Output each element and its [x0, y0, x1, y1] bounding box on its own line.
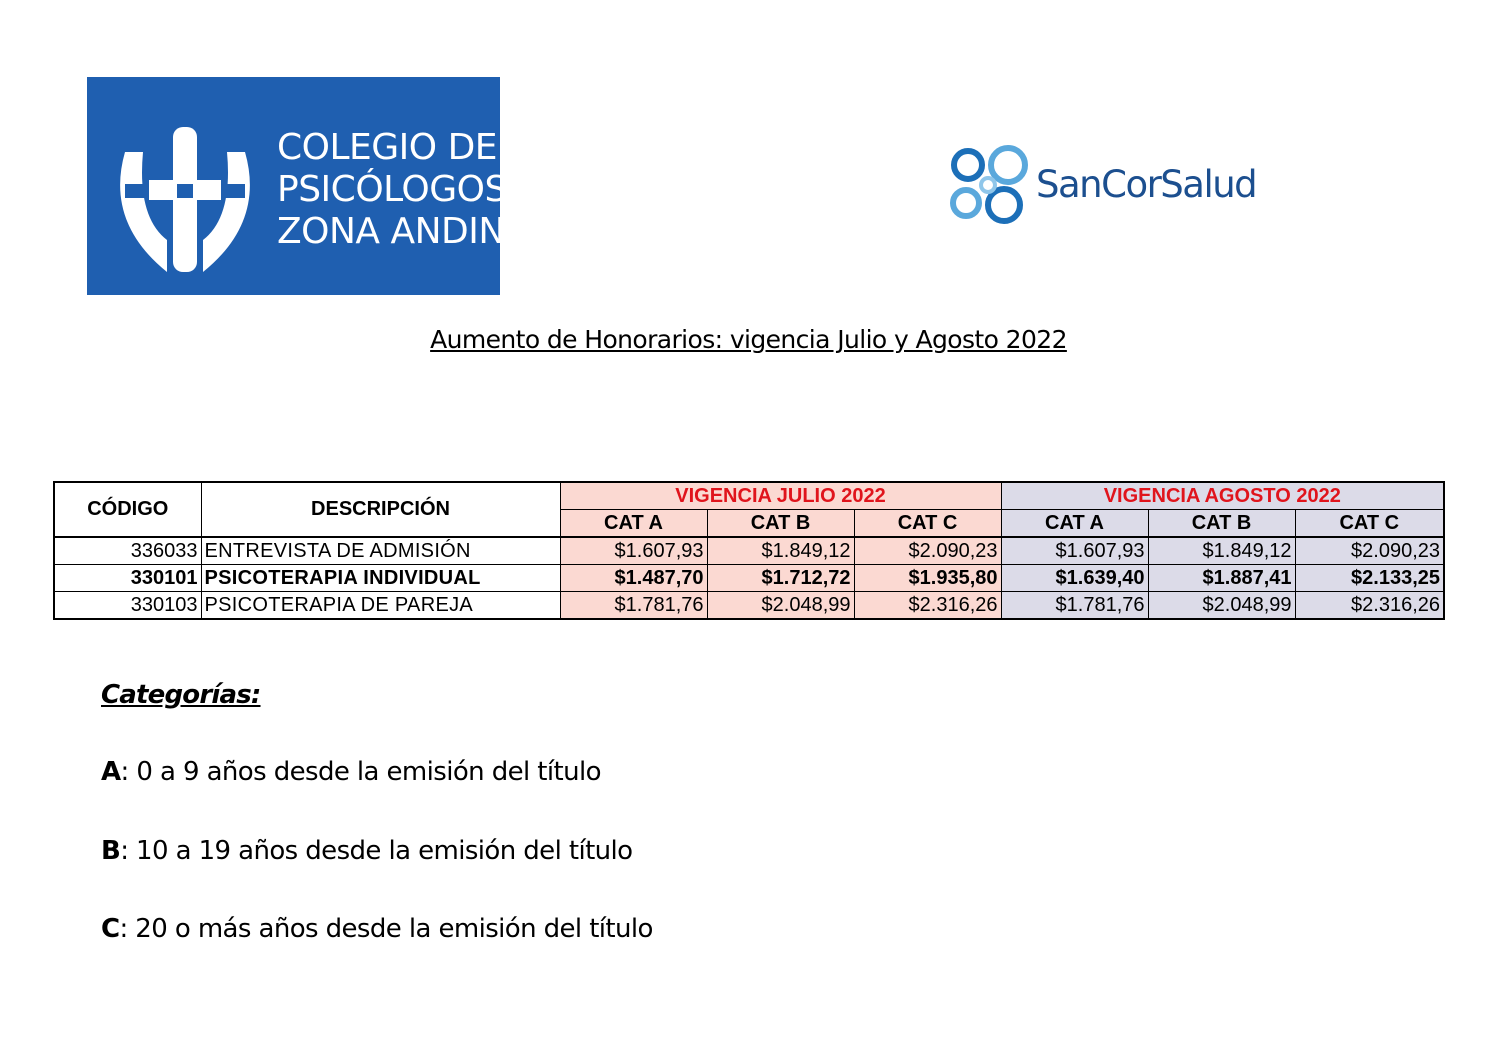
- row-agosto-cat-a: $1.781,76: [1001, 592, 1148, 620]
- category-c-line: [101, 914, 653, 944]
- row-agosto-cat-b: $1.887,41: [1148, 565, 1295, 592]
- row-code: 330103: [54, 592, 201, 620]
- table-row: [54, 537, 1444, 565]
- category-key: B: [101, 836, 121, 866]
- row-agosto-cat-b: $2.048,99: [1148, 592, 1295, 620]
- row-description: ENTREVISTA DE ADMISIÓN: [201, 537, 560, 565]
- row-agosto-cat-c: $2.316,26: [1295, 592, 1444, 620]
- colegio-logo-text: [277, 127, 529, 253]
- row-julio-cat-a: $1.487,70: [560, 565, 707, 592]
- logo-line-1: COLEGIO DE: [277, 127, 498, 168]
- category-key: C: [101, 914, 120, 944]
- header-agosto-cat-a: CAT A: [1001, 510, 1148, 538]
- row-julio-cat-a: $1.607,93: [560, 537, 707, 565]
- category-description: : 10 a 19 años desde la emisión del título: [120, 836, 633, 866]
- sancor-logo-text: SanCorSalud: [1036, 163, 1257, 206]
- row-agosto-cat-c: $2.133,25: [1295, 565, 1444, 592]
- header-julio-cat-c: CAT C: [854, 510, 1001, 538]
- row-code: 336033: [54, 537, 201, 565]
- row-description: PSICOTERAPIA INDIVIDUAL: [201, 565, 560, 592]
- sancor-salud-logo: [948, 145, 1318, 227]
- row-julio-cat-b: $1.849,12: [707, 537, 854, 565]
- header-julio-cat-b: CAT B: [707, 510, 854, 538]
- row-julio-cat-c: $2.316,26: [854, 592, 1001, 620]
- psi-icon: [105, 122, 265, 272]
- header-agosto-cat-b: CAT B: [1148, 510, 1295, 538]
- row-julio-cat-b: $2.048,99: [707, 592, 854, 620]
- category-b-line: [101, 836, 632, 866]
- row-julio-cat-c: $2.090,23: [854, 537, 1001, 565]
- category-a-line: [101, 757, 601, 787]
- row-agosto-cat-b: $1.849,12: [1148, 537, 1295, 565]
- row-description: PSICOTERAPIA DE PAREJA: [201, 592, 560, 620]
- row-julio-cat-a: $1.781,76: [560, 592, 707, 620]
- row-agosto-cat-c: $2.090,23: [1295, 537, 1444, 565]
- row-julio-cat-c: $1.935,80: [854, 565, 1001, 592]
- header-agosto: VIGENCIA AGOSTO 2022: [1001, 482, 1444, 510]
- header-description: DESCRIPCIÓN: [201, 482, 560, 537]
- fees-table: [53, 481, 1445, 620]
- header-julio-cat-a: CAT A: [560, 510, 707, 538]
- row-julio-cat-b: $1.712,72: [707, 565, 854, 592]
- header-code: CÓDIGO: [54, 482, 201, 537]
- header-julio: VIGENCIA JULIO 2022: [560, 482, 1001, 510]
- logo-line-2: PSICÓLOGOS: [277, 169, 507, 210]
- bubbles-icon: [948, 145, 1032, 227]
- logo-line-3: ZONA ANDINA: [277, 211, 529, 252]
- row-agosto-cat-a: $1.639,40: [1001, 565, 1148, 592]
- category-description: : 20 o más años desde la emisión del título: [119, 914, 653, 944]
- table-row: [54, 565, 1444, 592]
- row-agosto-cat-a: $1.607,93: [1001, 537, 1148, 565]
- category-description: : 0 a 9 años desde la emisión del título: [120, 757, 601, 787]
- categories-heading: Categorías:: [101, 680, 261, 710]
- row-code: 330101: [54, 565, 201, 592]
- category-key: A: [101, 757, 121, 787]
- header-agosto-cat-c: CAT C: [1295, 510, 1444, 538]
- table-row: [54, 592, 1444, 620]
- colegio-psicologos-logo: [87, 77, 529, 295]
- page-title: Aumento de Honorarios: vigencia Julio y Agosto 2022: [430, 325, 1067, 354]
